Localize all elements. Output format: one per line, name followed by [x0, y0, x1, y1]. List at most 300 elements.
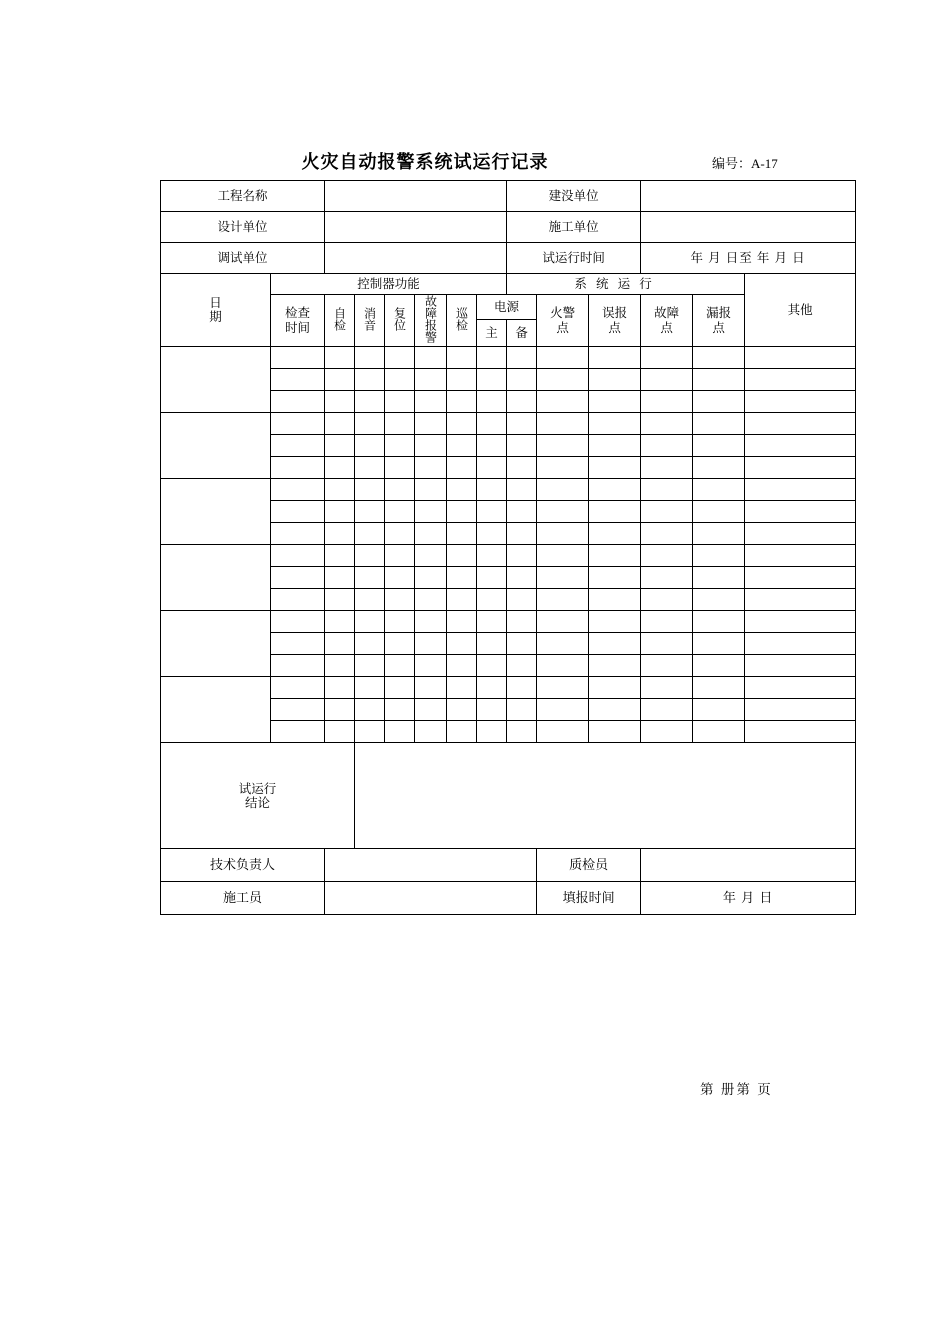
cell-false-alarm[interactable] [589, 611, 641, 633]
cell-false-alarm[interactable] [589, 347, 641, 369]
trial-time-label: 试运行时间 [507, 243, 641, 274]
cell-fault-alarm[interactable] [415, 677, 447, 699]
cell-power-main[interactable] [477, 589, 507, 611]
cell-missed[interactable] [693, 457, 745, 479]
cell-patrol[interactable] [447, 567, 477, 589]
table-row[interactable] [161, 611, 856, 633]
cell-power-main[interactable] [477, 611, 507, 633]
cell-fault-alarm[interactable] [415, 413, 447, 435]
cell-self-check[interactable] [325, 567, 355, 589]
cell-fault-alarm[interactable] [415, 721, 447, 743]
conclusion-label [161, 743, 355, 849]
cell-fault[interactable] [641, 699, 693, 721]
cell-self-check[interactable] [325, 699, 355, 721]
cell-missed[interactable] [693, 545, 745, 567]
cell-mute[interactable] [355, 347, 385, 369]
worker-value[interactable] [325, 882, 537, 915]
cell-fault-alarm[interactable] [415, 545, 447, 567]
cell-self-check[interactable] [325, 589, 355, 611]
cell-false-alarm[interactable] [589, 413, 641, 435]
cell-fault-alarm[interactable] [415, 391, 447, 413]
qc-label: 质检员 [537, 849, 641, 882]
cell-fire-alarm[interactable] [537, 435, 589, 457]
cell-power-backup[interactable] [507, 677, 537, 699]
cell-fault-alarm[interactable] [415, 501, 447, 523]
cell-other[interactable] [745, 677, 856, 699]
date-cell[interactable] [161, 611, 271, 677]
cell-fault[interactable] [641, 523, 693, 545]
cell-power-backup[interactable] [507, 391, 537, 413]
cell-power-main[interactable] [477, 369, 507, 391]
cell-power-main[interactable] [477, 699, 507, 721]
cell-fault[interactable] [641, 633, 693, 655]
cell-self-check[interactable] [325, 633, 355, 655]
cell-reset[interactable] [385, 435, 415, 457]
cell-fault-alarm[interactable] [415, 699, 447, 721]
table-row[interactable] [161, 677, 856, 699]
trial-time-value[interactable]: 年 月 日至 年 月 日 [641, 243, 856, 274]
cell-false-alarm[interactable] [589, 457, 641, 479]
cell-patrol[interactable] [447, 611, 477, 633]
cell-power-backup[interactable] [507, 721, 537, 743]
cell-self-check[interactable] [325, 369, 355, 391]
cell-mute[interactable] [355, 589, 385, 611]
cell-fault[interactable] [641, 655, 693, 677]
cell-fire-alarm[interactable] [537, 655, 589, 677]
cell-power-main[interactable] [477, 391, 507, 413]
cell-patrol[interactable] [447, 589, 477, 611]
cell-fire-alarm[interactable] [537, 391, 589, 413]
cell-power-main[interactable] [477, 501, 507, 523]
cell-fault-alarm[interactable] [415, 347, 447, 369]
cell-power-backup[interactable] [507, 699, 537, 721]
cell-reset[interactable] [385, 391, 415, 413]
cell-missed[interactable] [693, 567, 745, 589]
cell-self-check[interactable] [325, 677, 355, 699]
cell-missed[interactable] [693, 721, 745, 743]
cell-power-main[interactable] [477, 523, 507, 545]
cell-false-alarm[interactable] [589, 567, 641, 589]
cell-other[interactable] [745, 435, 856, 457]
controller-group-header: 控制器功能 [271, 274, 507, 295]
cell-self-check[interactable] [325, 545, 355, 567]
cell-reset[interactable] [385, 633, 415, 655]
page-title: 火灾自动报警系统试运行记录 [301, 152, 549, 172]
date-cell[interactable] [161, 677, 271, 743]
cell-check-time[interactable] [271, 501, 325, 523]
cell-false-alarm[interactable] [589, 699, 641, 721]
cell-reset[interactable] [385, 369, 415, 391]
cell-power-backup[interactable] [507, 589, 537, 611]
cell-missed[interactable] [693, 501, 745, 523]
cell-mute[interactable] [355, 721, 385, 743]
cell-fault[interactable] [641, 413, 693, 435]
cell-power-backup[interactable] [507, 435, 537, 457]
cell-other[interactable] [745, 611, 856, 633]
cell-fault[interactable] [641, 611, 693, 633]
cell-other[interactable] [745, 589, 856, 611]
cell-fault[interactable] [641, 501, 693, 523]
cell-other[interactable] [745, 655, 856, 677]
construction-unit-label: 建没单位 [507, 181, 641, 212]
cell-check-time[interactable] [271, 699, 325, 721]
cell-fault-alarm[interactable] [415, 655, 447, 677]
cell-self-check[interactable] [325, 457, 355, 479]
date-cell[interactable] [161, 413, 271, 479]
cell-power-backup[interactable] [507, 567, 537, 589]
cell-power-main[interactable] [477, 567, 507, 589]
cell-mute[interactable] [355, 479, 385, 501]
project-name-label: 工程名称 [161, 181, 325, 212]
title-row [160, 148, 860, 174]
cell-missed[interactable] [693, 413, 745, 435]
design-unit-label: 设计单位 [161, 212, 325, 243]
cell-fault[interactable] [641, 457, 693, 479]
project-name-value[interactable] [325, 181, 507, 212]
cell-false-alarm[interactable] [589, 633, 641, 655]
cell-power-main[interactable] [477, 413, 507, 435]
page-footer: 第 册第 页 [700, 1082, 773, 1097]
cell-check-time[interactable] [271, 457, 325, 479]
cell-missed[interactable] [693, 677, 745, 699]
tech-lead-value[interactable] [325, 849, 537, 882]
cell-power-main[interactable] [477, 633, 507, 655]
cell-patrol[interactable] [447, 523, 477, 545]
cell-fire-alarm[interactable] [537, 633, 589, 655]
cell-patrol[interactable] [447, 413, 477, 435]
cell-false-alarm[interactable] [589, 655, 641, 677]
cell-power-main[interactable] [477, 545, 507, 567]
cell-fault[interactable] [641, 567, 693, 589]
cell-patrol[interactable] [447, 501, 477, 523]
cell-mute[interactable] [355, 655, 385, 677]
cell-fault-alarm[interactable] [415, 567, 447, 589]
cell-reset[interactable] [385, 545, 415, 567]
cell-patrol[interactable] [447, 545, 477, 567]
cell-reset[interactable] [385, 589, 415, 611]
debug-unit-label: 调试单位 [161, 243, 325, 274]
col-power-backup: 备 [507, 320, 537, 347]
cell-check-time[interactable] [271, 721, 325, 743]
date-column-header [161, 274, 271, 347]
row-project-name [161, 181, 856, 212]
cell-mute[interactable] [355, 501, 385, 523]
record-table [160, 180, 856, 915]
cell-other[interactable] [745, 457, 856, 479]
cell-other[interactable] [745, 413, 856, 435]
cell-power-backup[interactable] [507, 633, 537, 655]
cell-mute[interactable] [355, 391, 385, 413]
cell-fault[interactable] [641, 721, 693, 743]
system-group-header: 系 统 运 行 [537, 274, 693, 295]
cell-reset[interactable] [385, 501, 415, 523]
cell-mute[interactable] [355, 523, 385, 545]
cell-false-alarm[interactable] [589, 391, 641, 413]
cell-power-main[interactable] [477, 721, 507, 743]
col-check-time [271, 295, 325, 347]
cell-fault-alarm[interactable] [415, 435, 447, 457]
cell-mute[interactable] [355, 545, 385, 567]
table-row[interactable] [161, 479, 856, 501]
cell-power-main[interactable] [477, 347, 507, 369]
cell-self-check[interactable] [325, 413, 355, 435]
cell-check-time[interactable] [271, 567, 325, 589]
table-row[interactable] [161, 413, 856, 435]
col-fire-alarm: 火警 点 [537, 295, 589, 347]
cell-mute[interactable] [355, 435, 385, 457]
cell-fault[interactable] [641, 545, 693, 567]
cell-fault-alarm[interactable] [415, 369, 447, 391]
debug-unit-value[interactable] [325, 243, 507, 274]
cell-other[interactable] [745, 699, 856, 721]
cell-false-alarm[interactable] [589, 677, 641, 699]
cell-power-backup[interactable] [507, 545, 537, 567]
col-mute: 消音 [355, 295, 385, 347]
cell-check-time[interactable] [271, 369, 325, 391]
cell-fault-alarm[interactable] [415, 633, 447, 655]
cell-fault[interactable] [641, 391, 693, 413]
conclusion-label-line1: 试运行 [238, 781, 277, 796]
cell-fire-alarm[interactable] [537, 413, 589, 435]
cell-power-main[interactable] [477, 655, 507, 677]
cell-self-check[interactable] [325, 611, 355, 633]
cell-power-main[interactable] [477, 677, 507, 699]
cell-check-time[interactable] [271, 589, 325, 611]
cell-power-backup[interactable] [507, 501, 537, 523]
cell-power-backup[interactable] [507, 611, 537, 633]
row-worker [161, 882, 856, 915]
date-cell[interactable] [161, 347, 271, 413]
cell-self-check[interactable] [325, 479, 355, 501]
cell-patrol[interactable] [447, 633, 477, 655]
cell-reset[interactable] [385, 699, 415, 721]
cell-power-backup[interactable] [507, 479, 537, 501]
cell-missed[interactable] [693, 369, 745, 391]
col-power-main: 主 [477, 320, 507, 347]
construction-unit-value[interactable] [641, 181, 856, 212]
cell-check-time[interactable] [271, 347, 325, 369]
cell-missed[interactable] [693, 655, 745, 677]
cell-fire-alarm[interactable] [537, 457, 589, 479]
cell-fault-alarm[interactable] [415, 479, 447, 501]
cell-fire-alarm[interactable] [537, 369, 589, 391]
cell-patrol[interactable] [447, 655, 477, 677]
cell-self-check[interactable] [325, 391, 355, 413]
cell-patrol[interactable] [447, 479, 477, 501]
cell-fire-alarm[interactable] [537, 501, 589, 523]
cell-reset[interactable] [385, 677, 415, 699]
cell-reset[interactable] [385, 347, 415, 369]
cell-fault[interactable] [641, 369, 693, 391]
report-time-value[interactable]: 年 月 日 [641, 882, 856, 915]
cell-power-backup[interactable] [507, 655, 537, 677]
cell-check-time[interactable] [271, 611, 325, 633]
cell-fault[interactable] [641, 347, 693, 369]
cell-check-time[interactable] [271, 545, 325, 567]
row-design-unit [161, 212, 856, 243]
cell-reset[interactable] [385, 523, 415, 545]
qc-value[interactable] [641, 849, 856, 882]
cell-other[interactable] [745, 347, 856, 369]
cell-self-check[interactable] [325, 347, 355, 369]
row-conclusion [161, 743, 856, 849]
table-row[interactable] [161, 545, 856, 567]
cell-fire-alarm[interactable] [537, 523, 589, 545]
cell-other[interactable] [745, 391, 856, 413]
cell-check-time[interactable] [271, 655, 325, 677]
cell-mute[interactable] [355, 369, 385, 391]
cell-missed[interactable] [693, 391, 745, 413]
col-patrol: 巡检 [447, 295, 477, 347]
cell-false-alarm[interactable] [589, 479, 641, 501]
col-reset: 复位 [385, 295, 415, 347]
cell-power-main[interactable] [477, 457, 507, 479]
cell-reset[interactable] [385, 413, 415, 435]
cell-power-main[interactable] [477, 479, 507, 501]
date-header-line2: 期 [209, 310, 222, 325]
cell-patrol[interactable] [447, 435, 477, 457]
row-debug-unit [161, 243, 856, 274]
cell-self-check[interactable] [325, 655, 355, 677]
cell-power-backup[interactable] [507, 523, 537, 545]
cell-fault[interactable] [641, 589, 693, 611]
cell-other[interactable] [745, 501, 856, 523]
cell-fire-alarm[interactable] [537, 699, 589, 721]
cell-other[interactable] [745, 479, 856, 501]
cell-power-backup[interactable] [507, 457, 537, 479]
date-cell[interactable] [161, 545, 271, 611]
cell-other[interactable] [745, 633, 856, 655]
cell-missed[interactable] [693, 347, 745, 369]
cell-power-backup[interactable] [507, 413, 537, 435]
cell-self-check[interactable] [325, 721, 355, 743]
cell-patrol[interactable] [447, 369, 477, 391]
report-time-label: 填报时间 [537, 882, 641, 915]
cell-self-check[interactable] [325, 435, 355, 457]
cell-fire-alarm[interactable] [537, 567, 589, 589]
cell-missed[interactable] [693, 435, 745, 457]
cell-mute[interactable] [355, 567, 385, 589]
cell-other[interactable] [745, 369, 856, 391]
check-time-line2: 时间 [285, 320, 311, 335]
cell-fault[interactable] [641, 677, 693, 699]
col-fault: 故障 点 [641, 295, 693, 347]
cell-check-time[interactable] [271, 391, 325, 413]
cell-reset[interactable] [385, 479, 415, 501]
cell-fault-alarm[interactable] [415, 457, 447, 479]
cell-other[interactable] [745, 545, 856, 567]
col-power-group: 电源 [477, 295, 537, 320]
cell-check-time[interactable] [271, 633, 325, 655]
cell-self-check[interactable] [325, 501, 355, 523]
cell-other[interactable] [745, 721, 856, 743]
cell-missed[interactable] [693, 589, 745, 611]
cell-mute[interactable] [355, 677, 385, 699]
cell-other[interactable] [745, 567, 856, 589]
cell-mute[interactable] [355, 413, 385, 435]
worker-label: 施工员 [161, 882, 325, 915]
design-unit-value[interactable] [325, 212, 507, 243]
cell-self-check[interactable] [325, 523, 355, 545]
cell-other[interactable] [745, 523, 856, 545]
cell-check-time[interactable] [271, 413, 325, 435]
cell-patrol[interactable] [447, 677, 477, 699]
cell-fault[interactable] [641, 479, 693, 501]
cell-false-alarm[interactable] [589, 501, 641, 523]
cell-false-alarm[interactable] [589, 369, 641, 391]
cell-reset[interactable] [385, 655, 415, 677]
cell-fault[interactable] [641, 435, 693, 457]
other-column-header: 其他 [745, 274, 856, 347]
row-tech-lead [161, 849, 856, 882]
date-header-line1: 日 [209, 295, 222, 310]
cell-power-main[interactable] [477, 435, 507, 457]
cell-patrol[interactable] [447, 391, 477, 413]
conclusion-label-line2: 结论 [245, 795, 271, 810]
cell-mute[interactable] [355, 633, 385, 655]
cell-missed[interactable] [693, 633, 745, 655]
cell-missed[interactable] [693, 699, 745, 721]
cell-false-alarm[interactable] [589, 589, 641, 611]
document-code: 编号：A-17 [712, 156, 778, 171]
conclusion-value[interactable] [355, 743, 856, 849]
cell-reset[interactable] [385, 567, 415, 589]
col-self-check: 自检 [325, 295, 355, 347]
cell-fire-alarm[interactable] [537, 721, 589, 743]
contractor-value[interactable] [641, 212, 856, 243]
col-false-alarm: 误报 点 [589, 295, 641, 347]
cell-fault-alarm[interactable] [415, 611, 447, 633]
cell-fire-alarm[interactable] [537, 347, 589, 369]
cell-fire-alarm[interactable] [537, 589, 589, 611]
row-group-header [161, 274, 856, 295]
cell-patrol[interactable] [447, 347, 477, 369]
table-row[interactable] [161, 347, 856, 369]
cell-reset[interactable] [385, 457, 415, 479]
col-fault-alarm: 故障报警 [415, 295, 447, 347]
cell-reset[interactable] [385, 721, 415, 743]
cell-reset[interactable] [385, 611, 415, 633]
cell-patrol[interactable] [447, 457, 477, 479]
cell-missed[interactable] [693, 479, 745, 501]
date-cell[interactable] [161, 479, 271, 545]
cell-mute[interactable] [355, 457, 385, 479]
cell-false-alarm[interactable] [589, 435, 641, 457]
cell-fault-alarm[interactable] [415, 589, 447, 611]
cell-mute[interactable] [355, 611, 385, 633]
cell-false-alarm[interactable] [589, 545, 641, 567]
cell-missed[interactable] [693, 611, 745, 633]
cell-fire-alarm[interactable] [537, 545, 589, 567]
cell-fire-alarm[interactable] [537, 677, 589, 699]
cell-check-time[interactable] [271, 435, 325, 457]
cell-missed[interactable] [693, 523, 745, 545]
cell-fire-alarm[interactable] [537, 479, 589, 501]
cell-false-alarm[interactable] [589, 721, 641, 743]
cell-fire-alarm[interactable] [537, 611, 589, 633]
cell-check-time[interactable] [271, 523, 325, 545]
cell-patrol[interactable] [447, 699, 477, 721]
cell-power-backup[interactable] [507, 369, 537, 391]
cell-check-time[interactable] [271, 479, 325, 501]
cell-fault-alarm[interactable] [415, 523, 447, 545]
cell-false-alarm[interactable] [589, 523, 641, 545]
cell-mute[interactable] [355, 699, 385, 721]
cell-patrol[interactable] [447, 721, 477, 743]
cell-power-backup[interactable] [507, 347, 537, 369]
cell-check-time[interactable] [271, 677, 325, 699]
tech-lead-label: 技术负责人 [161, 849, 325, 882]
